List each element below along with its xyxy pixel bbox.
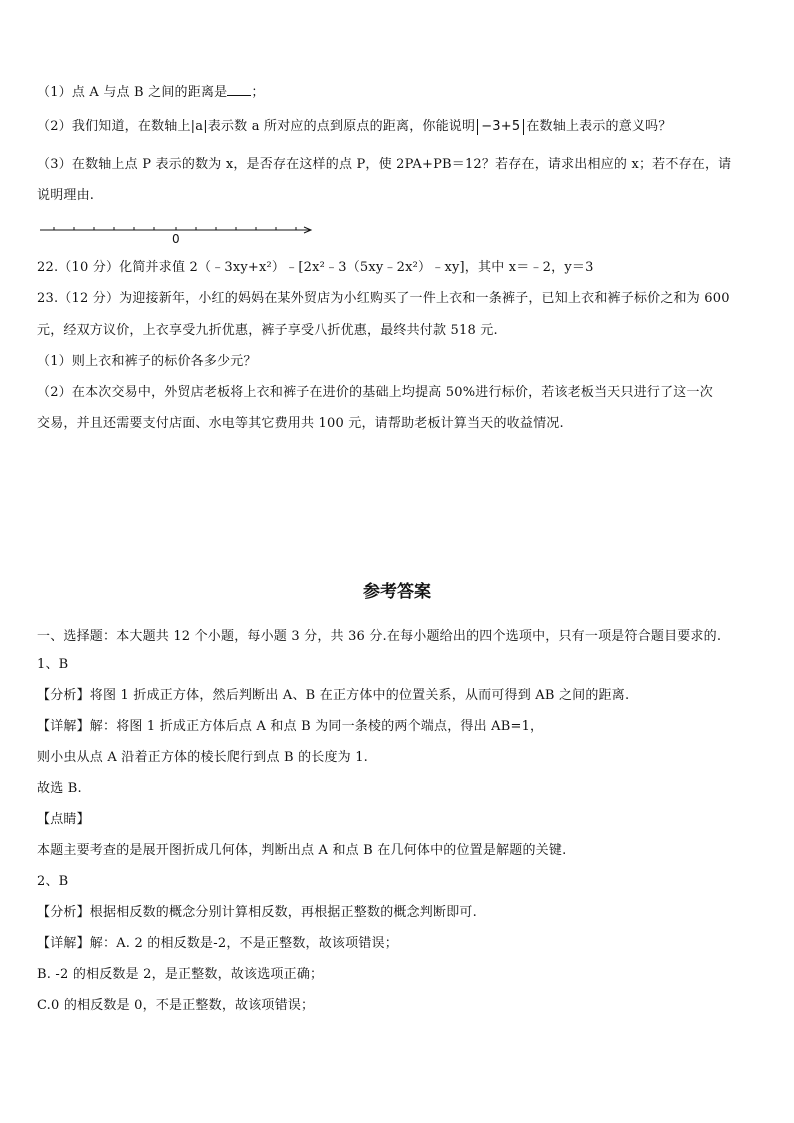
question-23-sub2-line1: （2）在本次交易中，外贸店老板将上衣和裤子在进价的基础上均提高 50%进行标价，若该老板当天只进行了这一次: [37, 385, 713, 400]
answer-1-detail: 【详解】解：将图 1 折成正方体后点 A 和点 B 为同一条棱的两个端点，得出 AB=1，: [37, 719, 544, 734]
answer-1-comment-label: 【点睛】: [37, 812, 90, 827]
q21-part2-after: 在数轴上表示的意义吗？: [526, 119, 672, 134]
q21-part2: [37, 118, 672, 136]
answer-2-number: 2、B: [37, 874, 69, 889]
answer-2-analysis: 【分析】根据相反数的概念分别计算相反数，再根据正整数的概念判断即可.: [37, 905, 477, 920]
question-23-sub1: （1）则上衣和裤子的标价各多少元？: [37, 354, 257, 369]
answer-1-detail2: 则小虫从点 A 沿着正方体的棱长爬行到点 B 的长度为 1.: [37, 750, 369, 765]
question-23-line2: 元，经双方议价，上衣享受九折优惠，裤子享受八折优惠，最终共付款 518 元.: [37, 323, 498, 338]
absolute-value-expression: −3+5: [477, 119, 524, 135]
answer-2-option-b: B. -2 的相反数是 2，是正整数，故该选项正确；: [37, 967, 324, 982]
question-23-sub2-line2: 交易，并且还需要支付店面、水电等其它费用共 100 元，请帮助老板计算当天的收益情况.: [37, 416, 564, 431]
q21-part2-before: （2）我们知道，在数轴上|a|表示数 a 所对应的点到原点的距离，你能说明: [37, 119, 476, 134]
q21-part1-text: （1）点 A 与点 B 之间的距离是: [37, 85, 228, 100]
answer-1-comment: 本题主要考查的是展开图折成几何体，判断出点 A 和点 B 在几何体中的位置是解题的关键.: [37, 843, 567, 858]
q21-part1: [37, 83, 265, 102]
answer-1-choice: 故选 B.: [37, 781, 82, 796]
answer-blank: [227, 83, 251, 96]
answers-section1: 一、选择题：本大题共 12 个小题，每小题 3 分，共 36 分.在每小题给出的四个选项中，只有一项是符合题目要求的.: [37, 629, 722, 644]
answer-1-number: 1、B: [37, 657, 69, 672]
answer-1-analysis: 【分析】将图 1 折成正方体，然后判断出 A、B 在正方体中的位置关系，从而可得到 AB 之间的距离.: [37, 688, 630, 703]
number-line-zero-label: 0: [172, 232, 180, 246]
q21-part3-line2: 说明理由.: [37, 188, 95, 203]
answers-heading: 参考答案: [363, 582, 431, 602]
question-23-line1: 23.（12 分）为迎接新年，小红的妈妈在某外贸店为小红购买了一件上衣和一条裤子，已知上衣和裤子标价之和为 600: [37, 291, 730, 306]
answer-2-option-c: C.0 的相反数是 0，不是正整数，故该项错误；: [37, 998, 315, 1013]
answer-2-detail: 【详解】解：A. 2 的相反数是-2，不是正整数，故该项错误；: [37, 936, 398, 951]
q21-part3-line1: （3）在数轴上点 P 表示的数为 x，是否存在这样的点 P，使 2PA+PB＝12？若存在，请求出相应的 x；若不存在，请: [37, 157, 732, 172]
q21-part1-end: ；: [251, 85, 265, 100]
question-22: 22.（10 分）化简并求值 2（﹣3xy+x²）﹣[2x²﹣3（5xy﹣2x²）﹣xy]，其中 x＝﹣2，y＝3: [37, 260, 594, 275]
